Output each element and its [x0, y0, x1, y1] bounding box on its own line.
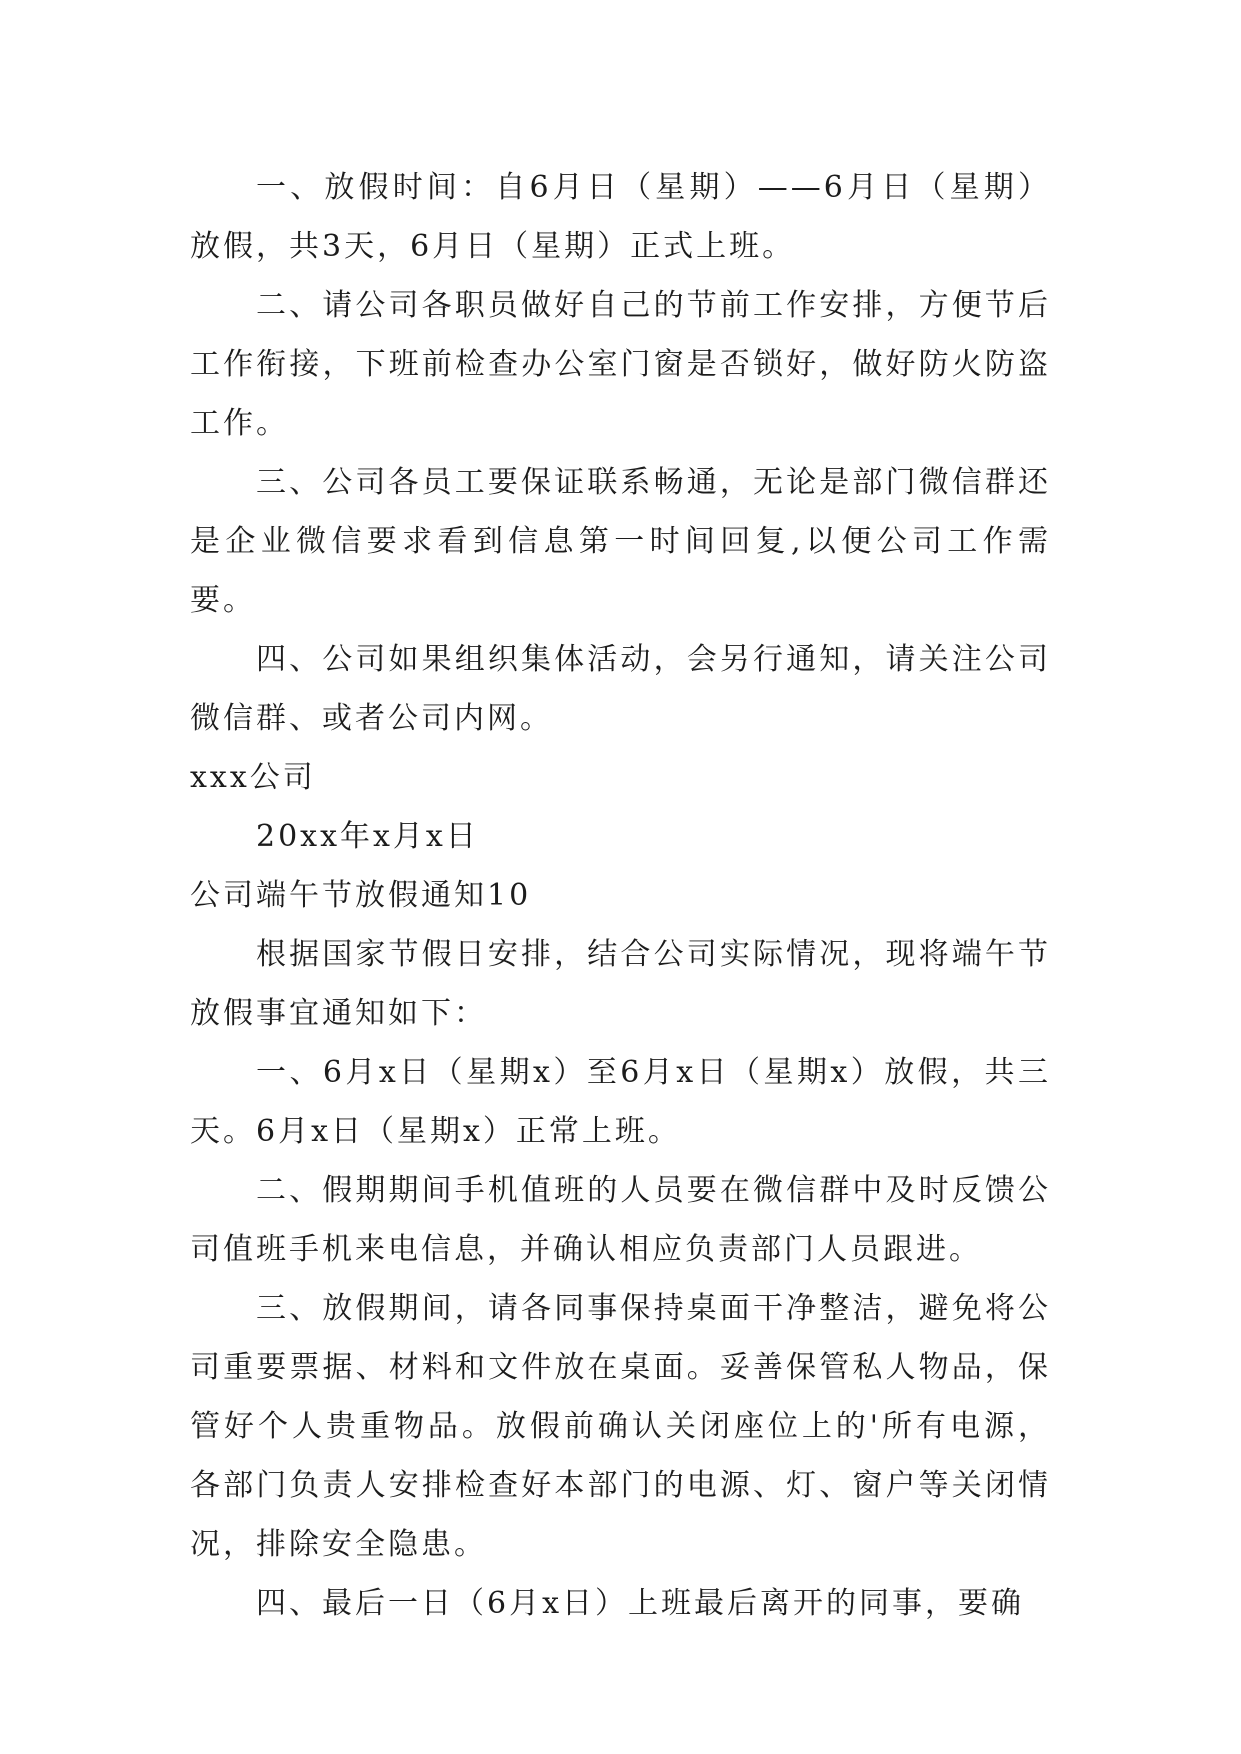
- paragraph-duty-phone: 二、假期期间手机值班的人员要在微信群中及时反馈公司值班手机来电信息，并确认相应负责部门人员跟进。: [190, 1173, 1051, 1267]
- signature-company: xxx公司: [190, 760, 316, 795]
- paragraph-contact: 三、公司各员工要保证联系畅通，无论是部门微信群还是企业微信要求看到信息第一时间回复,以便公司工作需要。: [190, 465, 1051, 618]
- paragraph-desk-safety: 三、放假期间，请各同事保持桌面干净整洁，避免将公司重要票据、材料和文件放在桌面。妥善保管私人物品，保管好个人贵重物品。放假前确认关闭座位上的'所有电源，各部门负责人安排检查好本部门的电源、灯、窗户等关闭情况，排除安全隐患。: [190, 1291, 1051, 1562]
- section-title: 公司端午节放假通知10: [190, 878, 532, 913]
- paragraph-last-day: 四、最后一日（6月x日）上班最后离开的同事，要确: [256, 1586, 1025, 1621]
- signature-date: 20xx年x月x日: [256, 819, 479, 854]
- paragraph-work-arrangement: 二、请公司各职员做好自己的节前工作安排，方便节后工作衔接，下班前检查办公室门窗是否锁好，做好防火防盗工作。: [190, 288, 1051, 441]
- paragraph-holiday-time: 一、放假时间：自6月日（星期）——6月日（星期）放假，共3天，6月日（星期）正式上班。: [190, 170, 1051, 264]
- paragraph-activities: 四、公司如果组织集体活动，会另行通知，请关注公司微信群、或者公司内网。: [190, 642, 1051, 736]
- paragraph-holiday-dates: 一、6月x日（星期x）至6月x日（星期x）放假，共三天。6月x日（星期x）正常上班。: [190, 1055, 1051, 1149]
- document-body: [190, 158, 1051, 1633]
- paragraph-intro: 根据国家节假日安排，结合公司实际情况，现将端午节放假事宜通知如下：: [190, 937, 1051, 1031]
